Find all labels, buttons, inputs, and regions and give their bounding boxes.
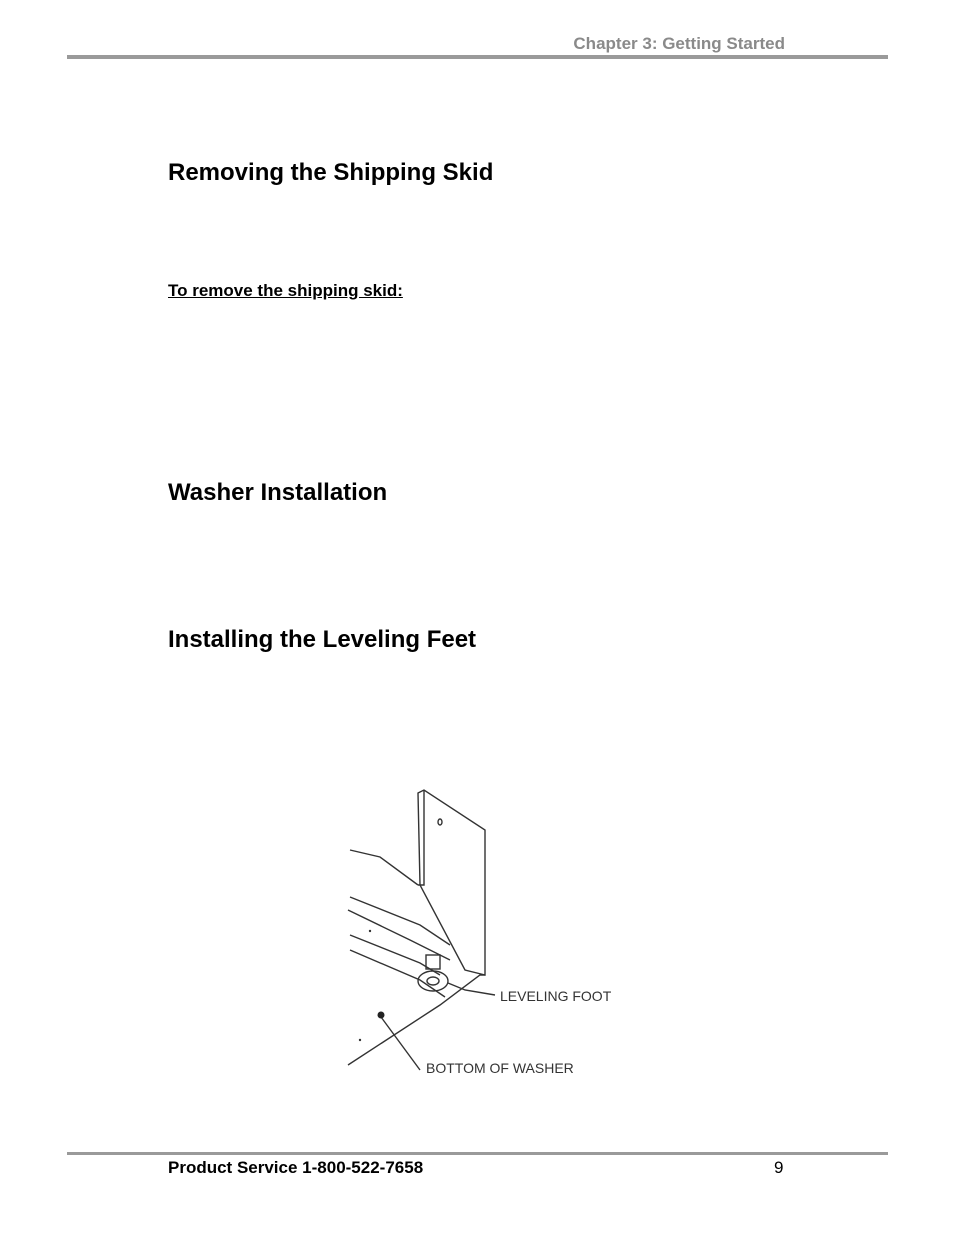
heading-washer-installation: Washer Installation: [168, 479, 388, 506]
heading-removing-shipping-skid: Removing the Shipping Skid: [168, 159, 494, 186]
bottom-plate-edge: [348, 975, 485, 1065]
bracket-hole: [438, 819, 442, 825]
panel-line-1: [350, 850, 418, 885]
bottom-plate-mark-1: [369, 930, 371, 932]
bottom-plate-mark-2: [359, 1039, 361, 1041]
panel-line-2: [350, 897, 450, 945]
foot-base-inner: [427, 977, 439, 985]
chapter-header: Chapter 3: Getting Started: [573, 34, 785, 53]
subheading-remove-skid: To remove the shipping skid:: [168, 281, 403, 300]
label-leveling-foot: LEVELING FOOT: [500, 988, 612, 1004]
header-rule: [67, 55, 888, 59]
heading-installing-leveling-feet: Installing the Leveling Feet: [168, 626, 477, 653]
page-number: 9: [774, 1158, 784, 1177]
product-service-phone: Product Service 1-800-522-7658: [168, 1158, 424, 1177]
bottom-of-washer-leader: [381, 1017, 420, 1070]
label-bottom-of-washer: BOTTOM OF WASHER: [426, 1060, 574, 1076]
bracket-outline: [418, 790, 485, 975]
panel-line-5: [350, 950, 445, 997]
foot-bolt: [426, 955, 440, 969]
bottom-of-washer-dot: [378, 1012, 385, 1019]
leveling-foot-diagram: [340, 785, 640, 1085]
footer-rule: [67, 1152, 888, 1155]
